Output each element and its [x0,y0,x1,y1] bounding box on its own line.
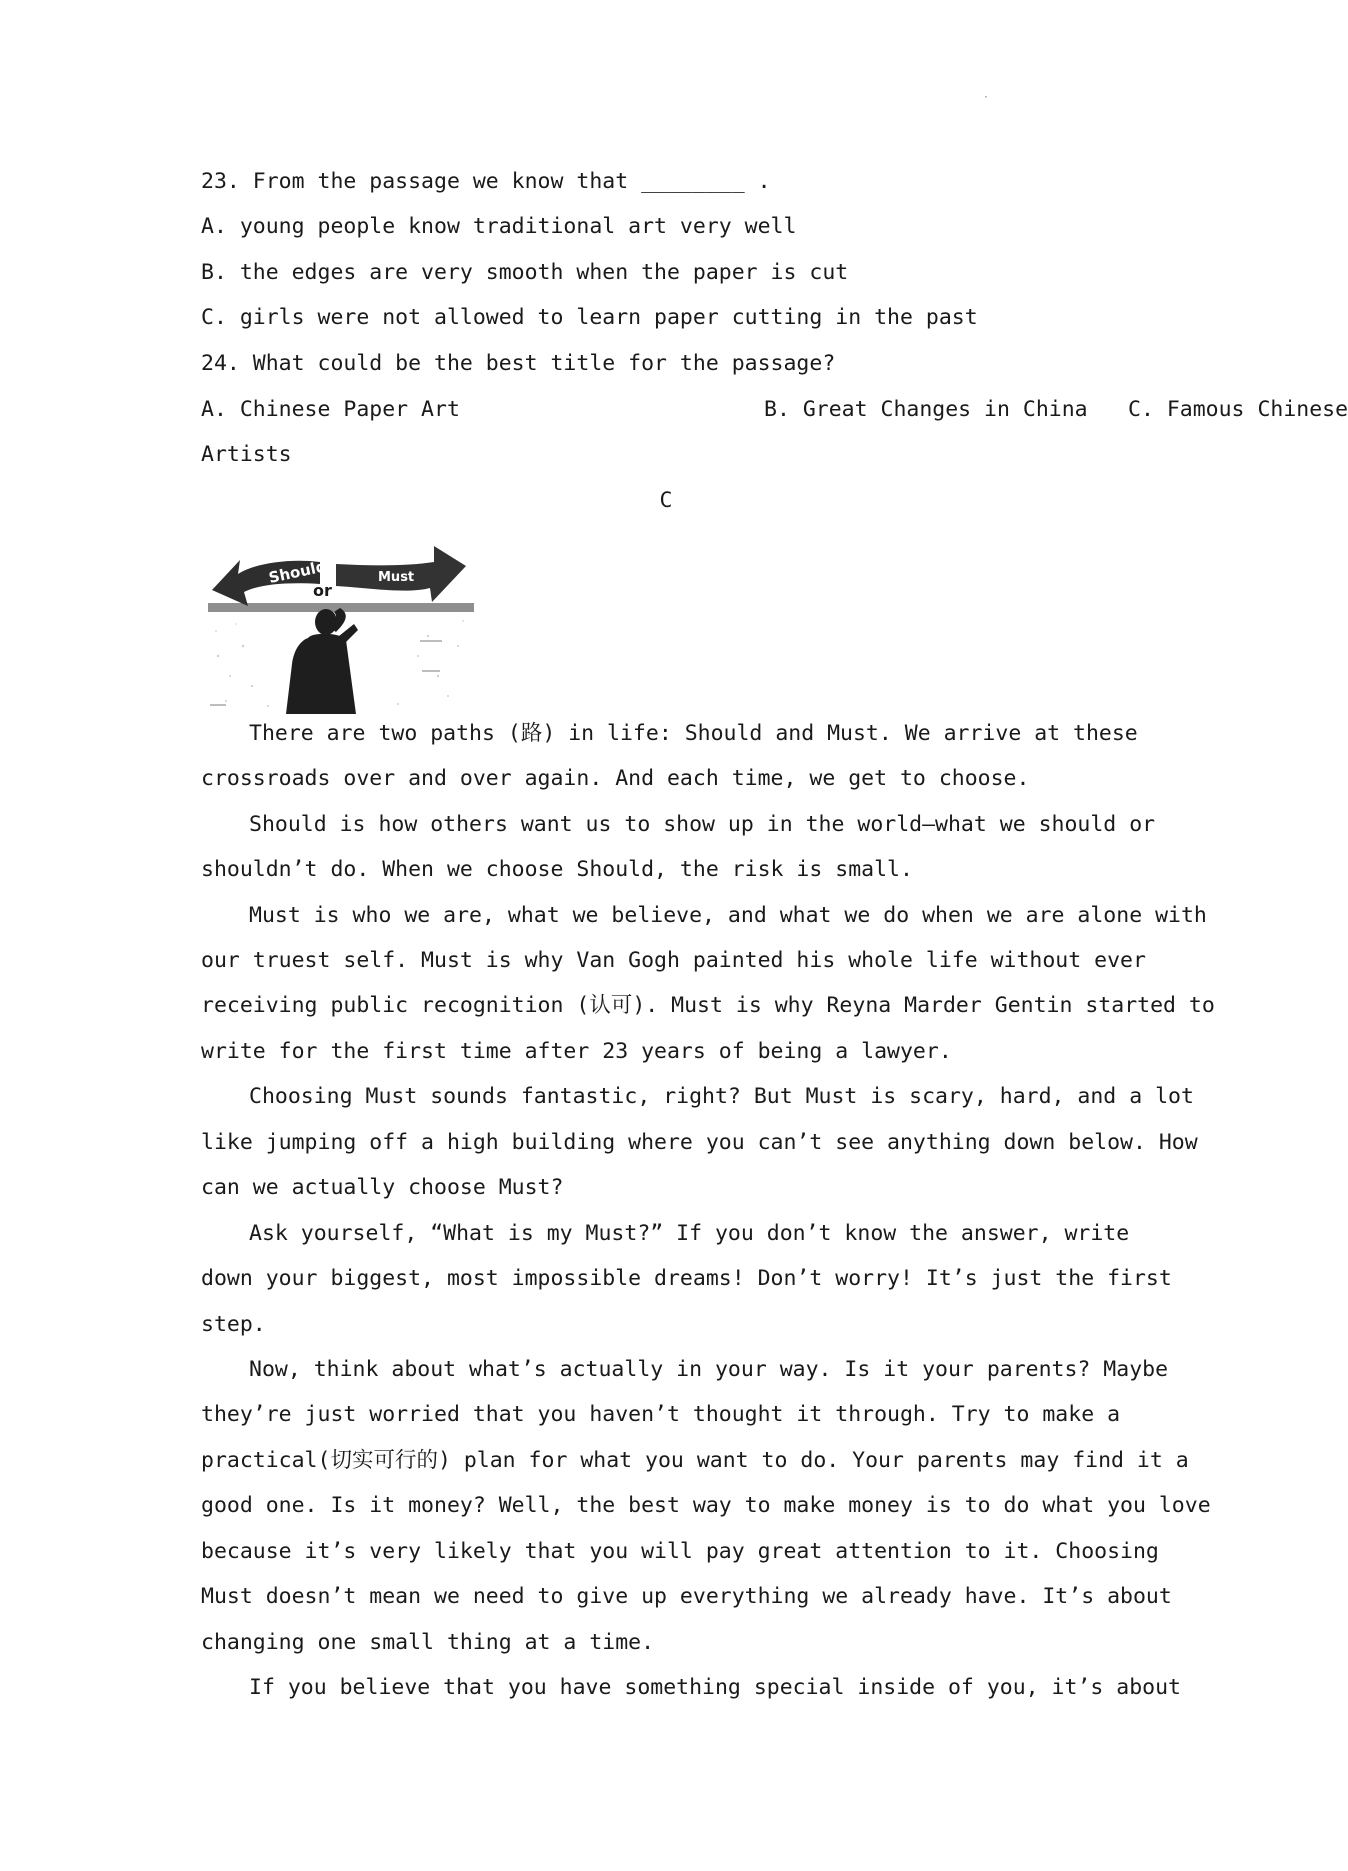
passage-line: Now, think about what’s actually in your way. Is it your parents? Maybe [249,1357,1169,1382]
passage-line: crossroads over and over again. And each time, we get to choose. [201,766,1030,791]
passage-line: If you believe that you have something special inside of you, it’s about [249,1675,1181,1700]
should-label: Should [267,557,328,587]
question-23-option-b: B. the edges are very smooth when the paper is cut [201,260,849,285]
question-24-option-c: C. Famous Chinese [1128,397,1348,422]
header-mark: · [983,92,990,103]
passage-line: write for the first time after 23 years of being a lawyer. [201,1039,952,1064]
section-label: C [659,488,673,513]
passage-line: they’re just worried that you haven’t thought it through. Try to make a [201,1402,1121,1427]
question-23-stem: 23. From the passage we know that ________ . [201,169,771,194]
must-label: Must [378,570,415,585]
question-24-stem: 24. What could be the best title for the passage? [201,351,836,376]
passage-line: our truest self. Must is why Van Gogh painted his whole life without ever [201,948,1146,973]
passage-line: Ask yourself, “What is my Must?” If you don’t know the answer, write [249,1221,1130,1246]
question-24-option-a: A. Chinese Paper Art [201,397,460,422]
passage-line: Must doesn’t mean we need to give up everything we already have. It’s about [201,1584,1172,1609]
passage-line: good one. Is it money? Well, the best way to make money is to do what you love [201,1493,1211,1518]
question-23-option-c: C. girls were not allowed to learn paper cutting in the past [201,305,978,330]
question-24-option-b: B. Great Changes in China [764,397,1088,422]
passage-line: practical(切实可行的) plan for what you want to do. Your parents may find it a [201,1448,1189,1473]
passage-line: Must is who we are, what we believe, and what we do when we are alone with [249,903,1207,928]
or-label: or [313,581,332,600]
passage-line: Should is how others want us to show up in the world—what we should or [249,812,1156,837]
passage-line: shouldn’t do. When we choose Should, the risk is small. [201,857,913,882]
passage-line: changing one small thing at a time. [201,1630,655,1655]
passage-line: Choosing Must sounds fantastic, right? But Must is scary, hard, and a lot [249,1084,1194,1109]
passage-line: because it’s very likely that you will pay great attention to it. Choosing [201,1539,1159,1564]
question-23-option-a: A. young people know traditional art very well [201,214,797,239]
question-24-option-c-wrap: Artists [201,442,292,467]
passage-line: There are two paths (路) in life: Should and Must. We arrive at these [249,721,1138,746]
passage-line: receiving public recognition (认可). Must is why Reyna Marder Gentin started to [201,993,1215,1018]
question-24-options-row [201,396,1348,424]
passage-line: like jumping off a high building where you can’t see anything down below. How [201,1130,1198,1155]
passage-line: can we actually choose Must? [201,1175,564,1200]
passage-line: step. [201,1312,266,1337]
passage-line: down your biggest, most impossible dreams! Don’t worry! It’s just the first [201,1266,1172,1291]
should-or-must-illustration [208,536,474,714]
